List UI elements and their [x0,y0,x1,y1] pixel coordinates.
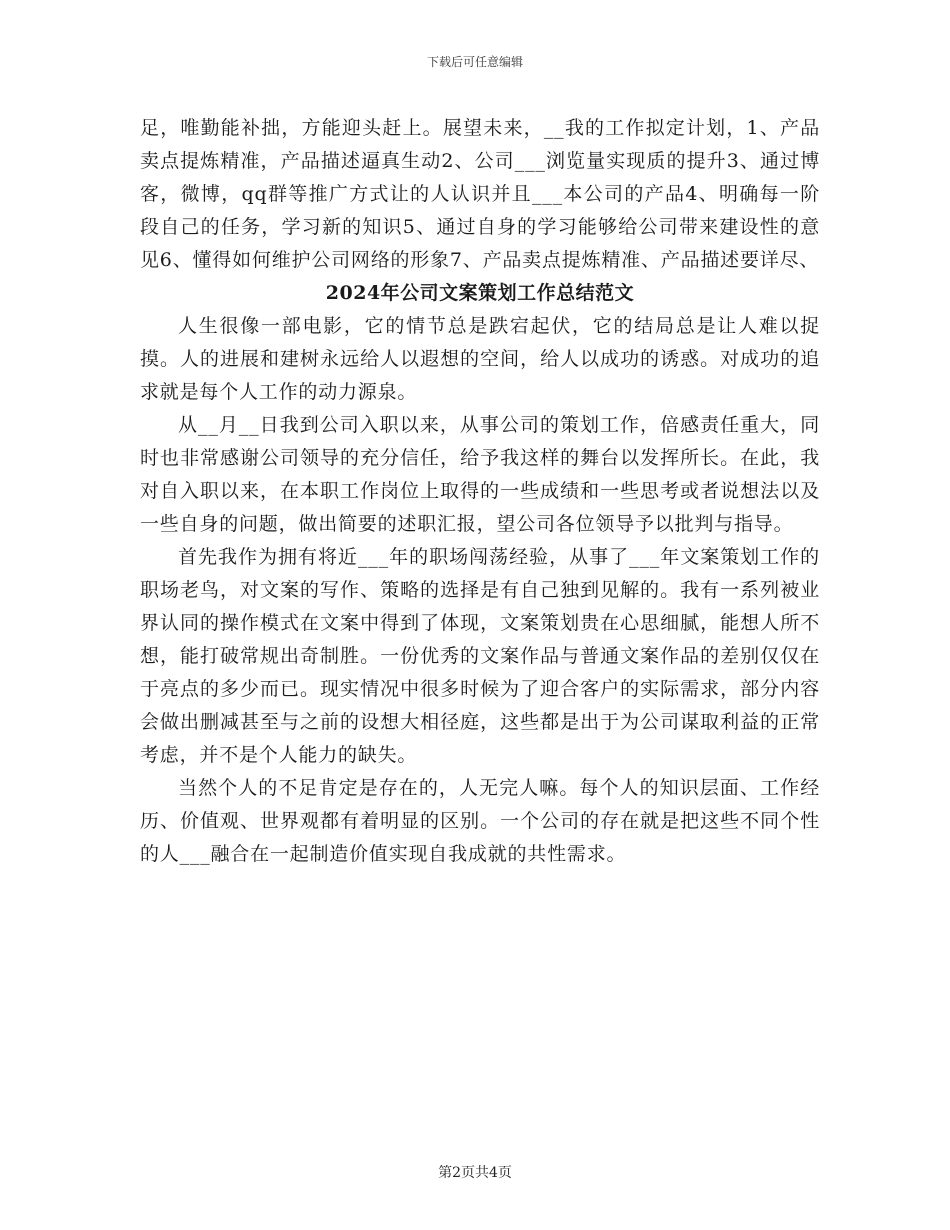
continued-paragraph: 足，唯勤能补拙，方能迎头赶上。展望未来，__我的工作拟定计划，1、产品卖点提炼精准，产品描述逼真生动2、公司___浏览量实现质的提升3、通过博客，微博，qq群等推广方式让的人认识并且___本公司的产品4、明确每一阶段自己的任务，学习新的知识5、通过自身的学习能够给公司带来建设性的意见6、懂得如何维护公司网络的形象7、产品卖点提炼精准、产品描述要详尽、 [140,117,820,271]
page-number: 第2页共4页 [438,1165,512,1181]
body-paragraph: 人生很像一部电影，它的情节总是跌宕起伏，它的结局总是让人难以捉摸。人的进展和建树永远给人以遐想的空间，给人以成功的诱惑。对成功的追求就是每个人工作的动力源泉。 [140,315,820,403]
document-title: 2024年公司文案策划工作总结范文 [325,282,635,304]
body-paragraph: 首先我作为拥有将近___年的职场闯荡经验，从事了___年文案策划工作的职场老鸟，对文案的写作、策略的选择是有自己独到见解的。我有一系列被业界认同的操作模式在文案中得到了体现，文案策划贵在心思细腻，能想人所不想，能打破常规出奇制胜。一份优秀的文案作品与普通文案作品的差别仅仅在于亮点的多少而已。现实情况中很多时候为了迎合客户的实际需求，部分内容会做出删减甚至与之前的设想大相径庭，这些都是出于为公司谋取利益的正常考虑，并不是个人能力的缺失。 [140,546,820,766]
document-body [140,112,820,871]
body-paragraph: 从__月__日我到公司入职以来，从事公司的策划工作，倍感责任重大，同时也非常感谢公司领导的充分信任，给予我这样的舞台以发挥所长。在此，我对自入职以来，在本职工作岗位上取得的一些成绩和一些思考或者说想法以及一些自身的问题，做出简要的述职汇报，望公司各位领导予以批判与指导。 [140,414,820,535]
body-paragraph: 当然个人的不足肯定是存在的，人无完人嘛。每个人的知识层面、工作经历、价值观、世界观都有着明显的区别。一个公司的存在就是把这些不同个性的人___融合在一起制造价值实现自我成就的共性需求。 [140,777,820,865]
page-header: 下载后可任意编辑 [426,55,523,69]
